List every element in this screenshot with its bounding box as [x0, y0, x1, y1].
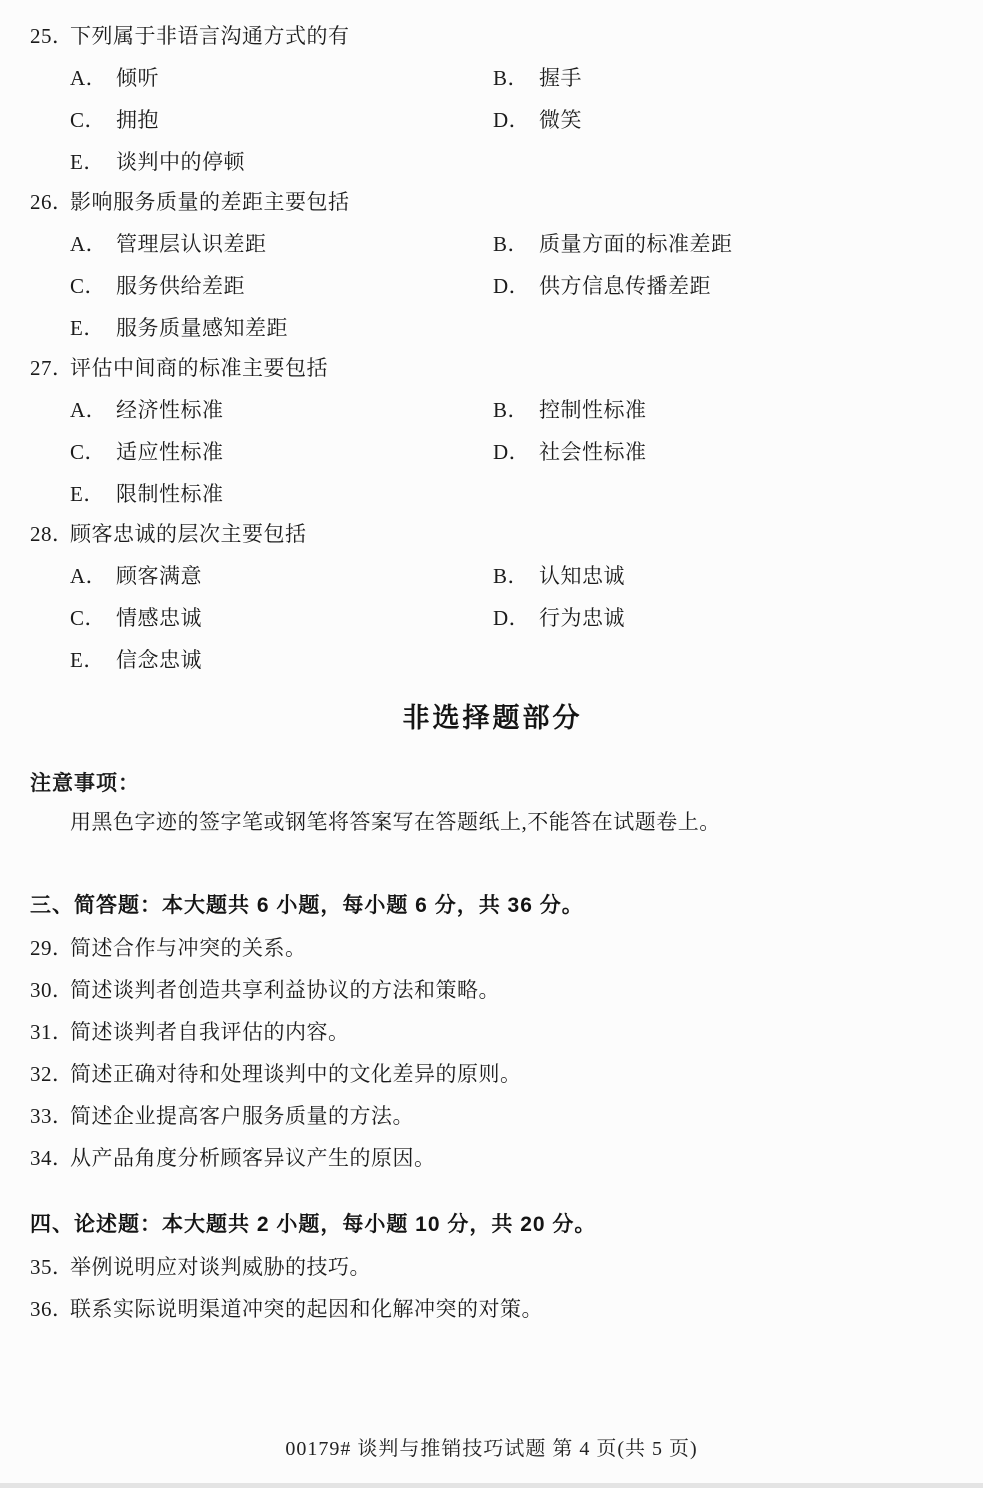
short-answer-heading: 三、简答题：本大题共 6 小题，每小题 6 分，共 36 分。: [30, 894, 584, 917]
question-stem-line: [30, 520, 955, 548]
question-stem-line: [30, 188, 955, 216]
option-row: [30, 106, 955, 134]
scan-edge-shadow: [0, 1483, 983, 1488]
option-text: 供方信息传播差距: [539, 274, 711, 298]
question-28: [30, 520, 955, 674]
option-text: 谈判中的停顿: [116, 150, 245, 174]
option-row: [30, 438, 955, 466]
option-b: [493, 396, 647, 424]
option-a: [70, 64, 493, 92]
option-text: 顾客满意: [116, 564, 202, 588]
option-label: D．: [493, 606, 531, 630]
option-text: 倾听: [116, 66, 159, 90]
question-27: [30, 354, 955, 508]
option-a: [70, 396, 493, 424]
option-b: [493, 562, 625, 590]
question-25: [30, 22, 955, 176]
option-text: 认知忠诚: [539, 564, 625, 588]
question-number: 35．: [30, 1255, 74, 1279]
option-row: [30, 230, 955, 258]
option-c: [70, 272, 493, 300]
option-text: 情感忠诚: [116, 606, 202, 630]
option-text: 拥抱: [116, 108, 159, 132]
option-c: [70, 106, 493, 134]
option-row: [30, 64, 955, 92]
question-stem: 下列属于非语言沟通方式的有: [70, 24, 350, 48]
option-text: 服务质量感知差距: [116, 316, 288, 340]
question-number: 36．: [30, 1297, 74, 1321]
option-label: C．: [70, 440, 107, 464]
question-number: 26．: [30, 190, 74, 214]
question-number: 29．: [30, 936, 74, 960]
option-label: E．: [70, 648, 105, 672]
question-number: 25．: [30, 24, 74, 48]
option-text: 控制性标准: [539, 398, 647, 422]
option-label: B．: [493, 66, 530, 90]
option-label: D．: [493, 440, 531, 464]
option-c: [70, 438, 493, 466]
question-text: 简述谈判者自我评估的内容。: [70, 1020, 350, 1044]
question-text: 简述正确对待和处理谈判中的文化差异的原则。: [70, 1062, 522, 1086]
option-label: B．: [493, 564, 530, 588]
notes-label: 注意事项：: [30, 772, 140, 795]
question-number: 34．: [30, 1146, 74, 1170]
short-answer-questions: [30, 934, 955, 1172]
option-label: A．: [70, 564, 108, 588]
option-c: [70, 604, 493, 632]
option-text: 握手: [539, 66, 582, 90]
option-label: E．: [70, 150, 105, 174]
option-text: 微笑: [539, 108, 582, 132]
option-text: 信念忠诚: [116, 648, 202, 672]
page-footer: 00179# 谈判与推销技巧试题 第 4 页(共 5 页): [285, 1438, 698, 1460]
option-a: [70, 562, 493, 590]
question-number: 33．: [30, 1104, 74, 1128]
option-d: [493, 604, 625, 632]
option-b: [493, 64, 582, 92]
question-text: 简述企业提高客户服务质量的方法。: [70, 1104, 414, 1128]
option-row: [30, 480, 955, 508]
option-row: [30, 604, 955, 632]
question-36: [30, 1295, 955, 1323]
option-label: D．: [493, 274, 531, 298]
question-stem: 顾客忠诚的层次主要包括: [70, 522, 307, 546]
option-text: 限制性标准: [116, 482, 224, 506]
option-text: 质量方面的标准差距: [539, 232, 733, 256]
question-number: 27．: [30, 356, 74, 380]
question-35: [30, 1253, 955, 1281]
option-b: [493, 230, 733, 258]
option-row: [30, 396, 955, 424]
option-e: [70, 314, 493, 342]
option-row: [30, 148, 955, 176]
option-text: 社会性标准: [539, 440, 647, 464]
question-26: [30, 188, 955, 342]
option-label: C．: [70, 274, 107, 298]
essay-heading: 四、论述题：本大题共 2 小题，每小题 10 分，共 20 分。: [30, 1213, 597, 1236]
option-e: [70, 480, 493, 508]
question-stem-line: [30, 22, 955, 50]
option-label: D．: [493, 108, 531, 132]
question-stem-line: [30, 354, 955, 382]
question-stem: 影响服务质量的差距主要包括: [70, 190, 350, 214]
option-label: A．: [70, 398, 108, 422]
question-number: 32．: [30, 1062, 74, 1086]
option-text: 服务供给差距: [116, 274, 245, 298]
question-32: [30, 1060, 955, 1088]
option-d: [493, 438, 647, 466]
question-31: [30, 1018, 955, 1046]
option-text: 管理层认识差距: [116, 232, 267, 256]
question-number: 28．: [30, 522, 74, 546]
option-d: [493, 106, 582, 134]
option-e: [70, 646, 493, 674]
option-label: E．: [70, 482, 105, 506]
option-label: C．: [70, 606, 107, 630]
option-a: [70, 230, 493, 258]
question-stem: 评估中间商的标准主要包括: [70, 356, 328, 380]
option-text: 适应性标准: [116, 440, 224, 464]
option-d: [493, 272, 711, 300]
question-text: 简述谈判者创造共享利益协议的方法和策略。: [70, 978, 500, 1002]
option-text: 经济性标准: [116, 398, 224, 422]
option-label: A．: [70, 232, 108, 256]
question-number: 30．: [30, 978, 74, 1002]
option-row: [30, 646, 955, 674]
notes-text: 用黑色字迹的签字笔或钢笔将答案写在答题纸上,不能答在试题卷上。: [70, 810, 721, 834]
option-label: A．: [70, 66, 108, 90]
question-text: 举例说明应对谈判威胁的技巧。: [70, 1255, 371, 1279]
multiple-choice-section: [30, 22, 955, 674]
part-heading: 非选择题部分: [402, 703, 583, 733]
option-label: B．: [493, 398, 530, 422]
option-e: [70, 148, 493, 176]
essay-questions: [30, 1253, 955, 1323]
option-label: B．: [493, 232, 530, 256]
question-30: [30, 976, 955, 1004]
question-text: 从产品角度分析顾客异议产生的原因。: [70, 1146, 436, 1170]
question-29: [30, 934, 955, 962]
question-34: [30, 1144, 955, 1172]
option-row: [30, 314, 955, 342]
option-label: C．: [70, 108, 107, 132]
option-text: 行为忠诚: [539, 606, 625, 630]
question-33: [30, 1102, 955, 1130]
option-row: [30, 272, 955, 300]
question-text: 联系实际说明渠道冲突的起因和化解冲突的对策。: [70, 1297, 543, 1321]
question-text: 简述合作与冲突的关系。: [70, 936, 307, 960]
option-row: [30, 562, 955, 590]
question-number: 31．: [30, 1020, 74, 1044]
option-label: E．: [70, 316, 105, 340]
